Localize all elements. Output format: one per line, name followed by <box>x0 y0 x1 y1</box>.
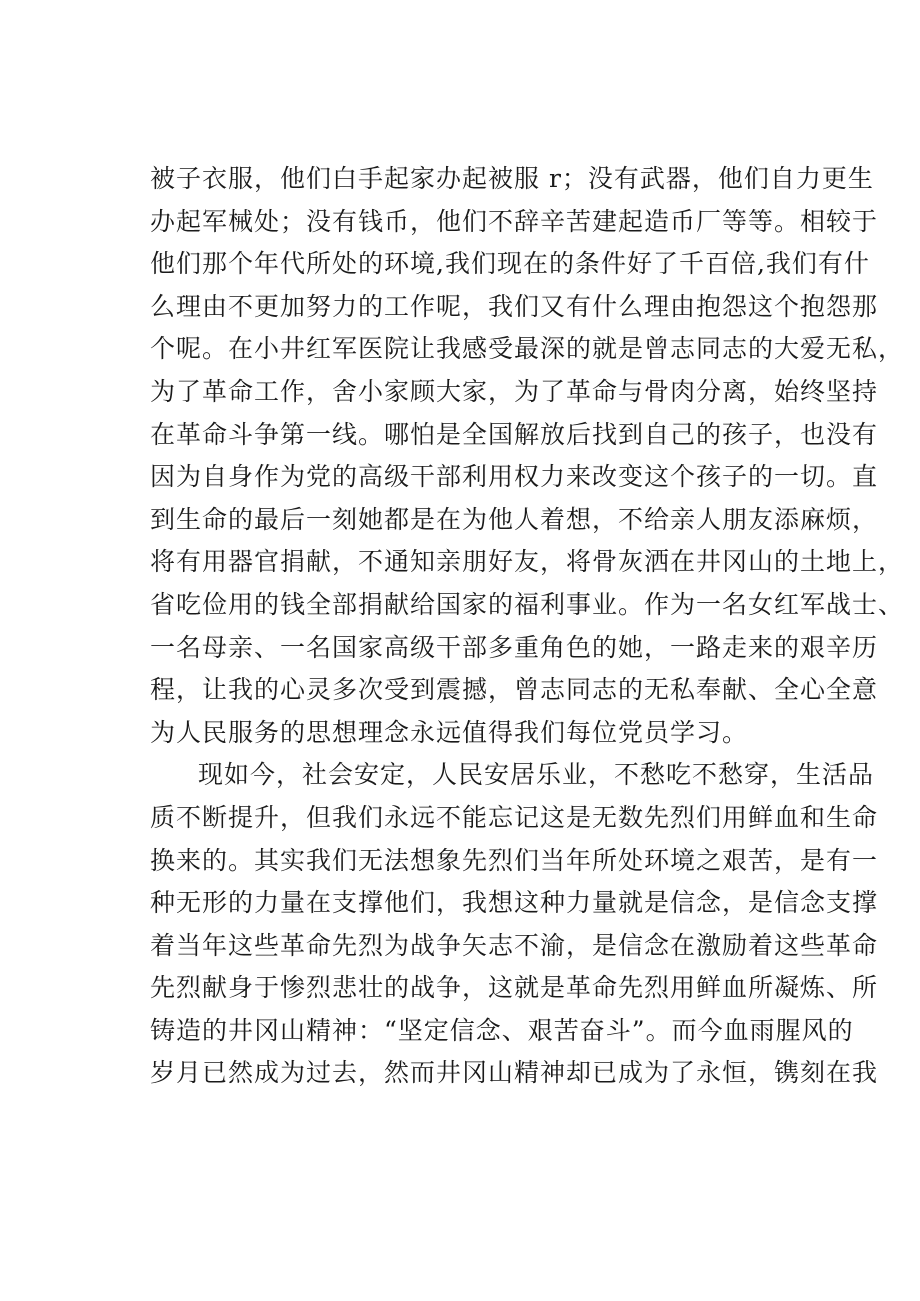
text-line: 铸造的井冈山精神：“坚定信念、艰苦奋斗”。而今血雨腥风的 <box>150 1015 854 1045</box>
text-line: 因为自身作为党的高级干部利用权力来改变这个孩子的一切。直 <box>150 462 879 492</box>
text-line: 现如今，社会安定，人民安居乐业，不愁吃不愁穿，生活品 <box>198 760 875 790</box>
text-line: 将有用器官捐献，不通知亲朋好友，将骨灰洒在井冈山的土地上， <box>150 547 905 577</box>
text-line: 办起军械处；没有钱币，他们不辞辛苦建起造币厂等等。相较于 <box>150 206 879 236</box>
text-line: 个呢。在小井红军医院让我感受最深的就是曾志同志的大爱无私， <box>150 334 905 364</box>
text-line: 为人民服务的思想理念永远值得我们每位党员学习。 <box>150 717 749 747</box>
text-line: 一名母亲、一名国家高级干部多重角色的她，一路走来的艰辛历 <box>150 632 879 662</box>
text-line: 在革命斗争第一线。哪怕是全国解放后找到自己的孩子，也没有 <box>150 419 879 449</box>
text-line: 换来的。其实我们无法想象先烈们当年所处环境之艰苦，是有一 <box>150 845 879 875</box>
text-line: 岁月已然成为过去，然而井冈山精神却已成为了永恒，镌刻在我 <box>150 1058 879 1088</box>
text-line: 质不断提升，但我们永远不能忘记这是无数先烈们用鲜血和生命 <box>150 802 879 832</box>
text-line: 先烈献身于惨烈悲壮的战争，这就是革命先烈用鲜血所凝炼、所 <box>150 973 879 1003</box>
paragraph-2 <box>150 754 879 1095</box>
text-line: 他们那个年代所处的环境,我们现在的条件好了千百倍,我们有什 <box>150 249 870 279</box>
document-body <box>150 158 905 1095</box>
text-line: 程，让我的心灵多次受到震撼，曾志同志的无私奉献、全心全意 <box>150 675 879 705</box>
text-line: 到生命的最后一刻她都是在为他人着想，不给亲人朋友添麻烦， <box>150 504 879 534</box>
text-line: 为了革命工作，舍小家顾大家，为了革命与骨肉分离，始终坚持 <box>150 376 879 406</box>
text-line: 着当年这些革命先烈为战争矢志不渝，是信念在激励着这些革命 <box>150 930 879 960</box>
text-line: 么理由不更加努力的工作呢，我们又有什么理由抱怨这个抱怨那 <box>150 291 879 321</box>
paragraph-1 <box>150 158 905 754</box>
text-line: 被子衣服，他们白手起家办起被服 r；没有武器，他们自力更生 <box>150 164 874 193</box>
text-line: 省吃俭用的钱全部捐献给国家的福利事业。作为一名女红军战士、 <box>150 589 905 619</box>
text-line: 种无形的力量在支撑他们，我想这种力量就是信念，是信念支撑 <box>150 888 879 918</box>
